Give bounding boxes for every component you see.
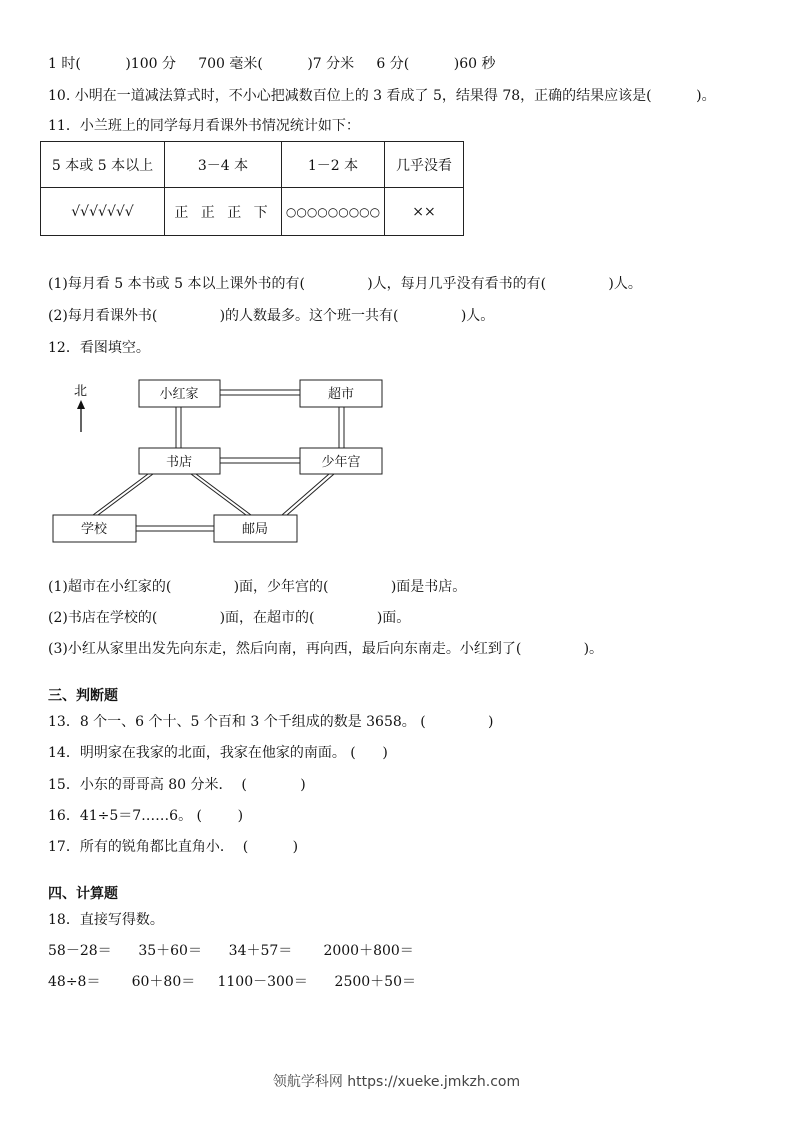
footer-watermark: 领航学科网 https://xueke.jmkzh.com [272,1074,521,1090]
calc-row-1: 58－28＝ 35＋60＝ 34＋57＝ 2000＋800＝ [48,943,414,959]
question-11-part-1: (1)每月看 5 本书或 5 本以上课外书的有( )人，每月几乎没有看书的有( )人。 [48,276,642,292]
question-10: 10. 小明在一道减法算式时，不小心把减数百位上的 3 看成了 5，结果得 78，正确的结果应该是( )。 [48,88,716,104]
place-label-shaonian: 少年宫 [321,455,361,470]
reading-stats-table [40,141,464,236]
table-cell: ×× [385,188,464,236]
place-label-chaoshi: 超市 [327,387,355,402]
north-arrow-head-icon [77,400,85,409]
table-header: 3－4 本 [165,142,282,188]
question-12-part-1: (1)超市在小红家的( )面，少年宫的( )面是书店。 [48,579,467,595]
calc-row-2: 48÷8＝ 60＋80＝ 1100－300＝ 2500＋50＝ [48,974,416,990]
question-15: 15．小东的哥哥高 80 分米． ( ) [48,777,306,793]
question-11-part-2: (2)每月看课外书( )的人数最多。这个班一共有( )人。 [48,308,495,324]
question-16: 16．41÷5＝7……6。 ( ) [48,808,244,824]
question-14: 14．明明家在我家的北面，我家在他家的南面。 ( ) [48,745,388,761]
section-3-title: 三、判断题 [48,688,118,704]
table-header: 5 本或 5 本以上 [41,142,165,188]
question-11: 11．小兰班上的同学每月看课外书情况统计如下： [48,118,360,134]
table-header: 几乎没看 [385,142,464,188]
table-cell: ○○○○○○○○○ [282,188,385,236]
place-label-xuexiao: 学校 [80,522,108,537]
question-17: 17．所有的锐角都比直角小． ( ) [48,839,299,855]
table-cell: 正 正 正 下 [165,188,282,236]
question-12-part-2: (2)书店在学校的( )面，在超市的( )面。 [48,610,411,626]
place-label-xiaohong: 小红家 [159,387,199,402]
place-label-youju: 邮局 [241,522,269,537]
location-map [48,372,393,547]
section-4-title: 四、计算题 [48,886,118,902]
table-header: 1－2 本 [282,142,385,188]
question-12-part-3: (3)小红从家里出发先向东走，然后向南，再向西，最后向东南走。小红到了( )。 [48,641,604,657]
north-label: 北 [74,384,88,399]
question-18: 18．直接写得数。 [48,912,164,928]
table-cell: √√√√√√√ [41,188,165,236]
question-12: 12．看图填空。 [48,340,150,356]
place-label-shudian: 书店 [165,455,193,470]
question-13: 13．8 个一、6 个十、5 个百和 3 个千组成的数是 3658。 ( ) [48,714,494,730]
line-time-units: 1 时( )100 分 700 毫米( )7 分米 6 分( )60 秒 [48,56,496,72]
